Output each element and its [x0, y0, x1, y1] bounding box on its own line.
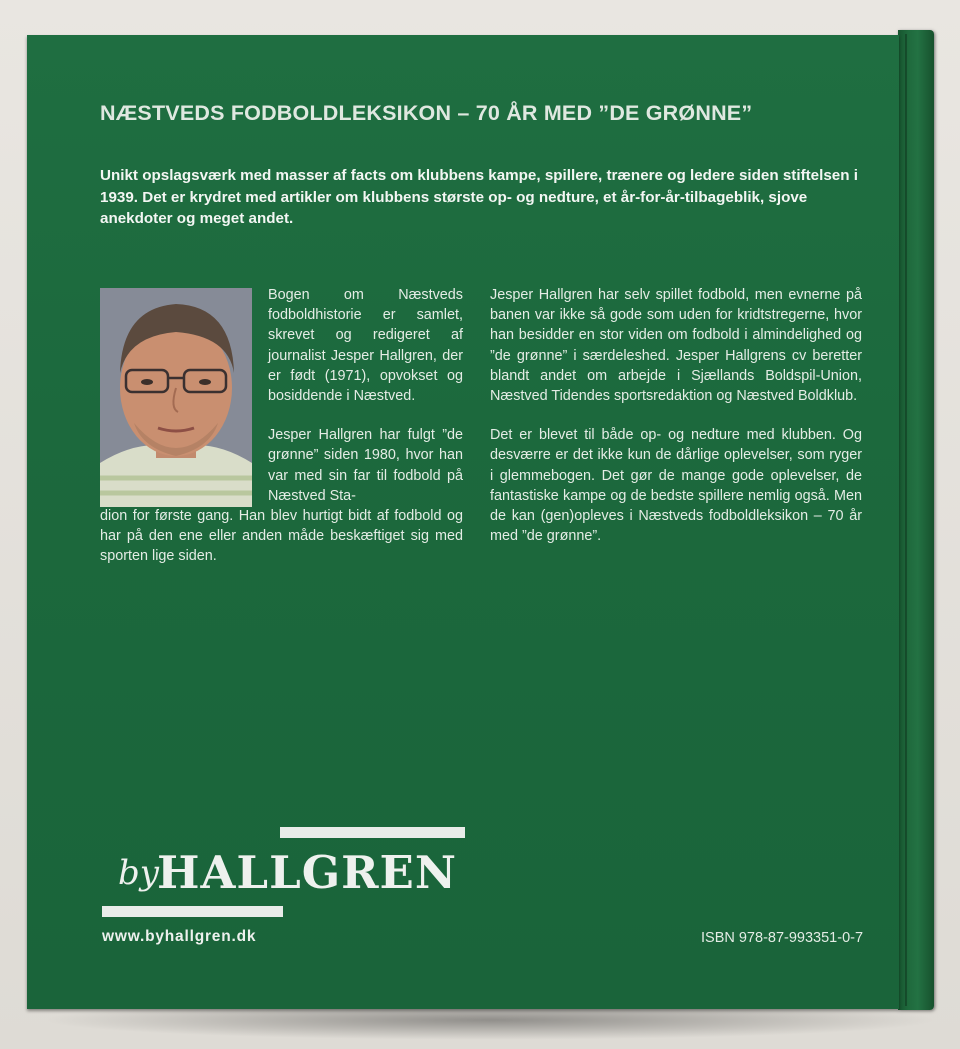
- book-spine: [898, 30, 934, 1010]
- author-photo: [100, 288, 252, 507]
- right-column-text: [490, 285, 862, 546]
- isbn-number: ISBN 978-87-993351-0-7: [701, 930, 864, 946]
- right-column-paragraph-1: Jesper Hallgren har selv spillet fodbold, men evnerne på banen var ikke så gode som uden for kridtstregerne, hvor han besidder en stor viden om fodbold i almindelighed og ”de grønne” i særdeleshed. Jesper Hallgrens cv beretter blandt andet om arbejde i Sjællands Boldspil-Union, Næstved Tidendes sportsredaktion og Næstved Boldklub.: [490, 287, 862, 405]
- publisher-logo-name: HALLGREN: [157, 846, 457, 899]
- author-bio-paragraph-2: Jesper Hallgren har fulgt ”de grønne” siden 1980, hvor han var med sin far til fodbold på Næstved Sta-: [268, 427, 463, 504]
- author-bio-paragraph-1: Bogen om Næstveds fodboldhistorie er samlet, skrevet og redigeret af journalist Jesper Hallgren, der er født (1971), opvokset og bosiddende i Næstved.: [268, 287, 463, 405]
- logo-bar-bottom: [102, 906, 283, 917]
- spine-groove: [905, 34, 907, 1006]
- book-title: NÆSTVEDS FODBOLDLEKSIKON – 70 ÅR MED ”DE GRØNNE”: [100, 101, 753, 125]
- author-bio-narrow: [268, 285, 463, 506]
- author-bio-paragraph-2-continued: dion for første gang. Han blev hurtigt bidt af fodbold og har på den ene eller anden måde beskæftiget sig med sporten lige siden.: [100, 508, 463, 565]
- intro-text: Unikt opslagsværk med masser af facts om klubbens kampe, spillere, trænere og ledere siden stiftelsen i 1939. Det er krydret med artikler om klubbens største op- og nedture, et år-for-år-tilbageblik, sjove anekdoter og meget andet.: [100, 167, 858, 227]
- publisher-website: www.byhallgren.dk: [102, 928, 257, 945]
- logo-bar-top: [280, 827, 465, 838]
- right-column-paragraph-2: Det er blevet til både op- og nedture med klubben. Og desværre er det ikke kun de dårlige oplevelser, som ryger i glemmebogen. Det gør de mange gode oplevelser, de fantastiske kampe og de bedste spillere nemlig også. Men de kan (gen)opleves i Næstveds fodboldleksikon – 70 år med ”de grønne”.: [490, 427, 862, 545]
- publisher-logo-by: by: [118, 853, 159, 893]
- author-bio-continued: [100, 506, 463, 567]
